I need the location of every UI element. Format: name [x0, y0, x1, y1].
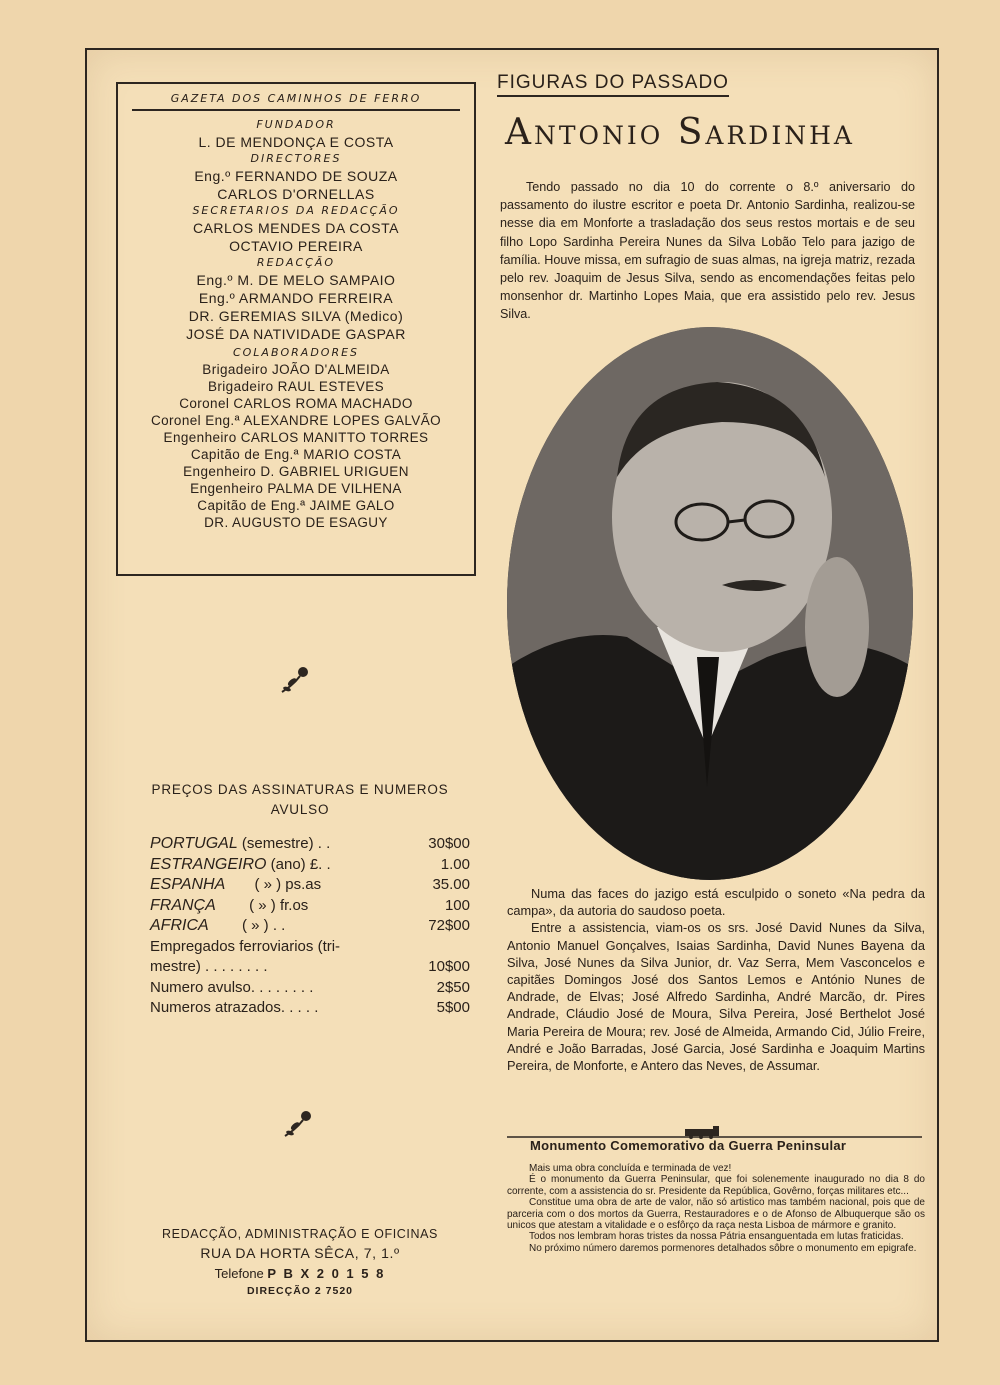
founder-label: FUNDADOR: [256, 118, 336, 131]
secretaries-label: SECRETARIOS DA REDACÇÃO: [192, 204, 400, 217]
price-row: [150, 957, 470, 978]
news-paragraph: É o monumento da Guerra Peninsular, que foi solenemente inaugurado no dia 8 do corrente, com a assistencia do sr. Presidente da República, Govêrno, forças militares etc...: [507, 1174, 925, 1197]
news-paragraph: Constitue uma obra de arte de valor, não só artistico mas também nacional, pois que de parceria com o dos mortos da Guerra, Restauradores e o de Afonso de Albuquerque são os unicos que atestam a vitalidade e o esfôrço da raça nesta Lisboa de mármore e granito.: [507, 1197, 925, 1232]
phone-label: Telefone: [214, 1266, 268, 1281]
collaborator-name: Capitão de Eng.ª JAIME GALO: [197, 498, 395, 513]
director-name: Eng.º FERNANDO DE SOUZA: [194, 168, 398, 184]
price-value: 5$00: [436, 999, 470, 1016]
portrait-photo: [507, 327, 913, 880]
price-row: [150, 855, 470, 876]
price-value: [410, 937, 470, 958]
price-value: 30$00: [428, 835, 470, 852]
price-row: [150, 998, 470, 1019]
price-label: mestre) . . . . . . . .: [150, 958, 268, 975]
news-title: Monumento Comemorativo da Guerra Peninsular: [530, 1138, 847, 1153]
phone-number: P B X 2 0 1 5 8: [267, 1266, 386, 1281]
collaborator-name: Engenheiro CARLOS MANITTO TORRES: [163, 430, 429, 445]
collaborator-name: Engenheiro PALMA DE VILHENA: [190, 481, 402, 496]
editor-name: Eng.º ARMANDO FERREIRA: [198, 290, 394, 306]
floral-ornament-icon: [278, 662, 314, 706]
price-region: FRANÇA: [150, 896, 216, 914]
subscription-prices: [130, 780, 470, 1019]
price-row: [150, 978, 470, 999]
address-line-1: REDACÇÃO, ADMINISTRAÇÃO E OFICINAS: [162, 1227, 438, 1241]
news-paragraph: No próximo número daremos pormenores detalhados sôbre o monumento em epigrafe.: [529, 1242, 917, 1254]
collaborator-name: Coronel Eng.ª ALEXANDRE LOPES GALVÃO: [150, 413, 442, 428]
address-block: [120, 1225, 480, 1297]
price-value: 100: [444, 896, 470, 914]
collaborator-name: Coronel CARLOS ROMA MACHADO: [179, 396, 413, 411]
price-region: ESTRANGEIRO: [150, 855, 267, 873]
price-value: 35.00: [432, 876, 470, 893]
collaborator-name: Brigadeiro JOÃO D'ALMEIDA: [202, 362, 390, 377]
news-paragraph: Todos nos lembram horas tristes da nossa Pátria ensanguentada em lutas fraticidas.: [529, 1231, 904, 1243]
price-region: PORTUGAL: [150, 835, 238, 852]
collaborator-name: Engenheiro D. GABRIEL URIGUEN: [183, 464, 409, 479]
collaborator-name: DR. AUGUSTO DE ESAGUY: [204, 515, 388, 530]
article-intro: Tendo passado no dia 10 do corrente o 8.º aniversario do passamento do ilustre escritor e poeta Dr. Antonio Sardinha, realizou-se nesse dia em Monforte a trasladação dos seus restos mortais e de seu filho Lopo Sardinha Pereira Nunes da Silva Lobão Telo para jazigo de família. Houve missa, em sufragio de suas almas, na igreja matriz, rezada pelo rev. Joaquim de Jesus Silva, sendo as encomendações feitas pelo monsenhor dr. Martinho Lopes Maia, que era assistido pelo rev. Jesus Silva.: [500, 180, 915, 322]
price-period: ( » ) fr.os: [215, 896, 309, 914]
price-period: (ano) £. .: [266, 855, 331, 873]
article-paragraph: Entre a assistencia, viam-os os srs. José David Nunes da Silva, Antonio Manuel Gonçalves, Isaias Sardinha, David Nunes Bayena da Silva, José Nunes da Silva Junior, dr. Vaz Serra, Mem Vasconcelos e capitães Domingos José dos Santos Lemos e António Nunes de Andrade, de Elvas; José Alfredo Sardinha, André Marcão, dr. Pires Andrade, Cláudio José de Moura, Silva Pereira, José Berthelot José Maria Pereira de Moura; rev. José de Almeida, Armando Cid, Júlio Freire, André e João Barradas, José Garcia, José Sardinha e Joaquim Martins Pereira, de Monforte, e Antero das Neves, de Assumar.: [507, 920, 925, 1074]
secretary-name: CARLOS MENDES DA COSTA: [192, 220, 399, 236]
collaborator-name: Capitão de Eng.ª MARIO COSTA: [190, 447, 402, 462]
founder-name: L. DE MENDONÇA E COSTA: [198, 134, 394, 150]
floral-ornament-icon: [281, 1106, 317, 1150]
collaborator-name: Brigadeiro RAUL ESTEVES: [207, 379, 385, 394]
price-row: [150, 937, 470, 958]
address-line-2: RUA DA HORTA SÊCA, 7, 1.º: [200, 1245, 400, 1261]
price-value: 10$00: [428, 958, 470, 975]
directors-label: DIRECTORES: [250, 152, 342, 165]
price-row: [150, 896, 470, 917]
editorial-label: REDACÇÃO: [256, 256, 336, 269]
article-headline: Antonio Sardinha: [505, 112, 855, 153]
direction-phone: DIRECÇÃO 2 7520: [246, 1285, 354, 1297]
price-row: [150, 834, 470, 855]
price-period: ( » ) ps.as: [225, 876, 322, 893]
director-name: CARLOS D'ORNELLAS: [217, 186, 375, 202]
article-paragraph: Numa das faces do jazigo está esculpido o soneto «Na pedra da campa», da autoria do saudoso poeta.: [507, 886, 925, 919]
price-value: 1.00: [440, 855, 470, 873]
prices-title: PREÇOS DAS ASSINATURAS E NUMEROS: [151, 782, 449, 797]
price-label: Numeros atrazados. . . . .: [150, 999, 319, 1016]
price-region: AFRICA: [150, 917, 209, 934]
price-region: ESPANHA: [150, 876, 226, 893]
collaborators-label: COLABORADORES: [232, 346, 360, 359]
price-label: Numero avulso. . . . . . . .: [150, 978, 314, 996]
locomotive-icon: [507, 1125, 922, 1139]
editor-name: Eng.º M. DE MELO SAMPAIO: [196, 272, 396, 288]
price-value: 72$00: [428, 917, 470, 934]
masthead-box: [116, 82, 476, 576]
editor-name: DR. GEREMIAS SILVA (Medico): [188, 308, 404, 324]
price-row: [150, 875, 470, 896]
publication-title: GAZETA DOS CAMINHOS DE FERRO: [132, 92, 460, 111]
price-label: Empregados ferroviarios (tri-: [150, 937, 341, 955]
price-row: [150, 916, 470, 937]
secretary-name: OCTAVIO PEREIRA: [229, 238, 363, 254]
price-period: ( » ) . .: [208, 917, 286, 934]
editor-name: JOSÉ DA NATIVIDADE GASPAR: [186, 326, 406, 342]
news-paragraph: Mais uma obra concluída e terminada de vez!: [529, 1163, 732, 1174]
price-period: (semestre) . .: [237, 835, 331, 852]
news-body: [507, 1163, 925, 1254]
prices-title-2: AVULSO: [270, 802, 330, 817]
price-value: 2$50: [436, 978, 470, 996]
article-body: [507, 885, 925, 1074]
section-heading: FIGURAS DO PASSADO: [497, 72, 729, 97]
